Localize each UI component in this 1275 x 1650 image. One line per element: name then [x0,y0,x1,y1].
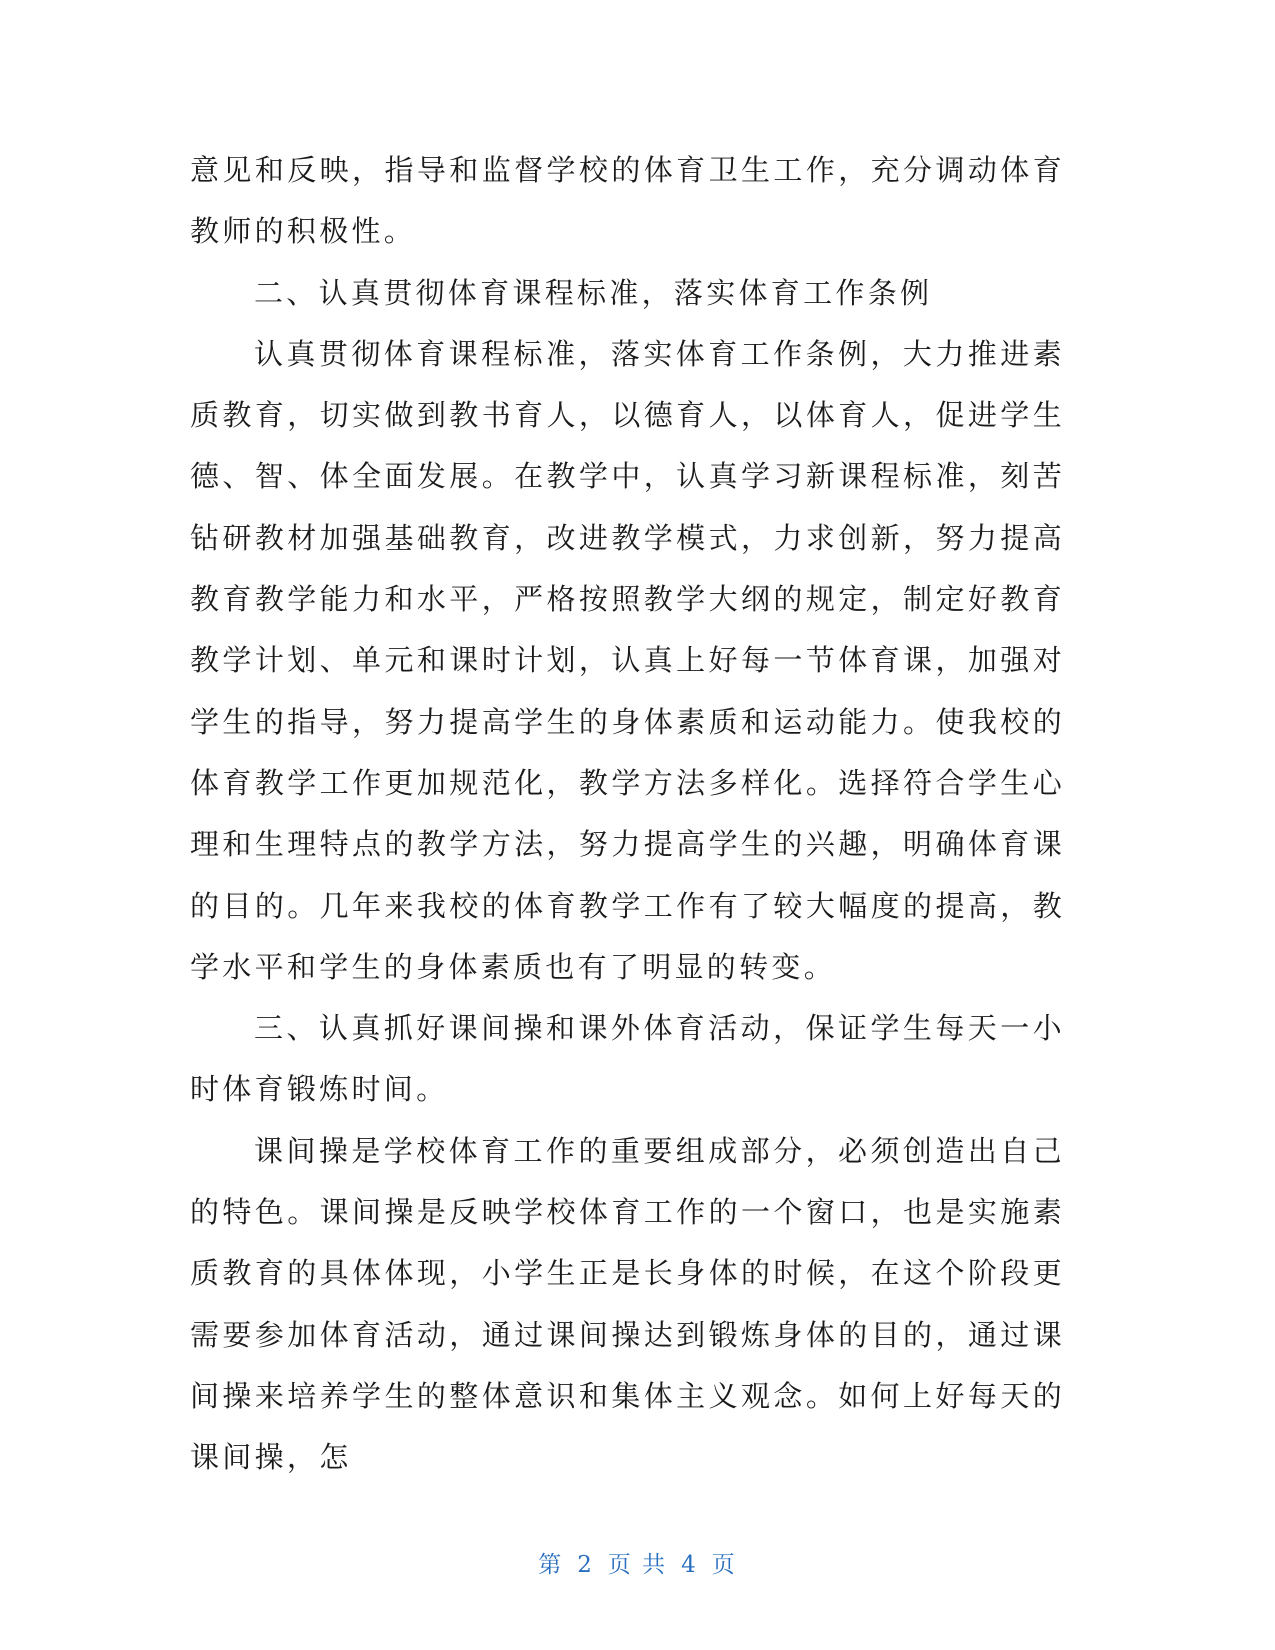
page-footer [0,1546,1275,1579]
footer-middle: 页 共 [607,1552,668,1578]
document-body [190,140,1065,1489]
section-heading-2: 二、认真贯彻体育课程标准，落实体育工作条例 [254,275,933,310]
footer-total-pages: 4 [681,1552,698,1578]
paragraph-continuation: 意见和反映，指导和监督学校的体育卫生工作，充分调动体育教师的积极性。 [190,153,1065,249]
footer-page-number: 2 [577,1552,594,1578]
paragraph-exercise: 课间操是学校体育工作的重要组成部分，必须创造出自己的特色。课间操是反映学校体育工作的一个窗口，也是实施素质教育的具体体现，小学生正是长身体的时候，在这个阶段更需要参加体育活动，通过课间操达到锻炼身体的目的，通过课间操来培养学生的整体意识和集体主义观念。如何上好每天的课间操，怎 [190,1133,1065,1475]
paragraph-curriculum: 认真贯彻体育课程标准，落实体育工作条例，大力推进素质教育，切实做到教书育人，以德育人，以体育人，促进学生德、智、体全面发展。在教学中，认真学习新课程标准，刻苦钻研教材加强基础教育，改进教学模式，力求创新，努力提高教育教学能力和水平，严格按照教学大纲的规定，制定好教育教学计划、单元和课时计划，认真上好每一节体育课，加强对学生的指导，努力提高学生的身体素质和运动能力。使我校的体育教学工作更加规范化，教学方法多样化。选择符合学生心理和生理特点的教学方法，努力提高学生的兴趣，明确体育课的目的。几年来我校的体育教学工作有了较大幅度的提高，教学水平和学生的身体素质也有了明显的转变。 [190,336,1065,984]
footer-prefix: 第 [538,1552,564,1578]
footer-suffix: 页 [711,1552,737,1578]
section-heading-3: 三、认真抓好课间操和课外体育活动，保证学生每天一小时体育锻炼时间。 [190,1011,1065,1107]
